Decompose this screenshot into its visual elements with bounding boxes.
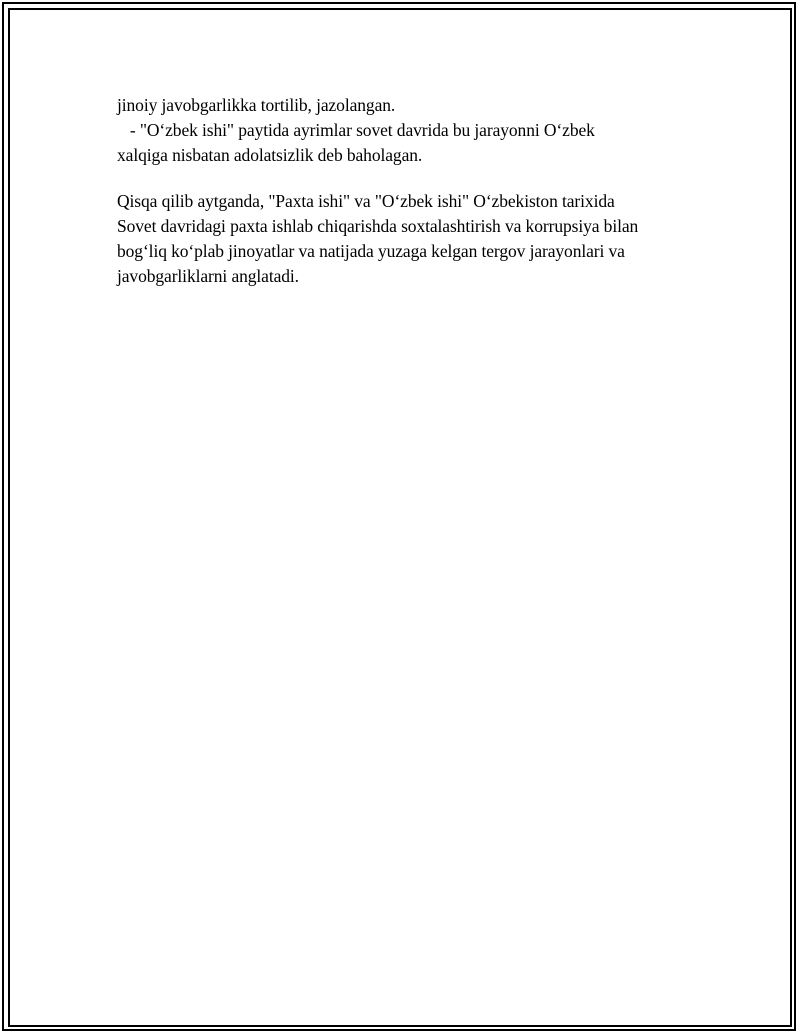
paragraph-2 [117, 189, 697, 288]
text-line: Qisqa qilib aytganda, "Paxta ishi" va "O‘zbek ishi" O‘zbekiston tarixida [117, 191, 615, 212]
text-line: jinoiy javobgarlikka tortilib, jazolangan. [117, 95, 396, 115]
document-body [117, 93, 697, 289]
paragraph-1 [117, 93, 697, 167]
text-line: javobgarliklarni anglatadi. [117, 265, 299, 286]
text-line: - "O‘zbek ishi" paytida ayrimlar sovet davrida bu jarayonni O‘zbek [117, 119, 595, 140]
paragraph-spacer [117, 167, 697, 189]
text-line: bog‘liq ko‘plab jinoyatlar va natijada yuzaga kelgan tergov jarayonlari va [117, 240, 625, 261]
text-line: xalqiga nisbatan adolatsizlik deb baholagan. [117, 144, 423, 165]
text-line: Sovet davridagi paxta ishlab chiqarishda soxtalashtirish va korrupsiya bilan [117, 216, 639, 237]
